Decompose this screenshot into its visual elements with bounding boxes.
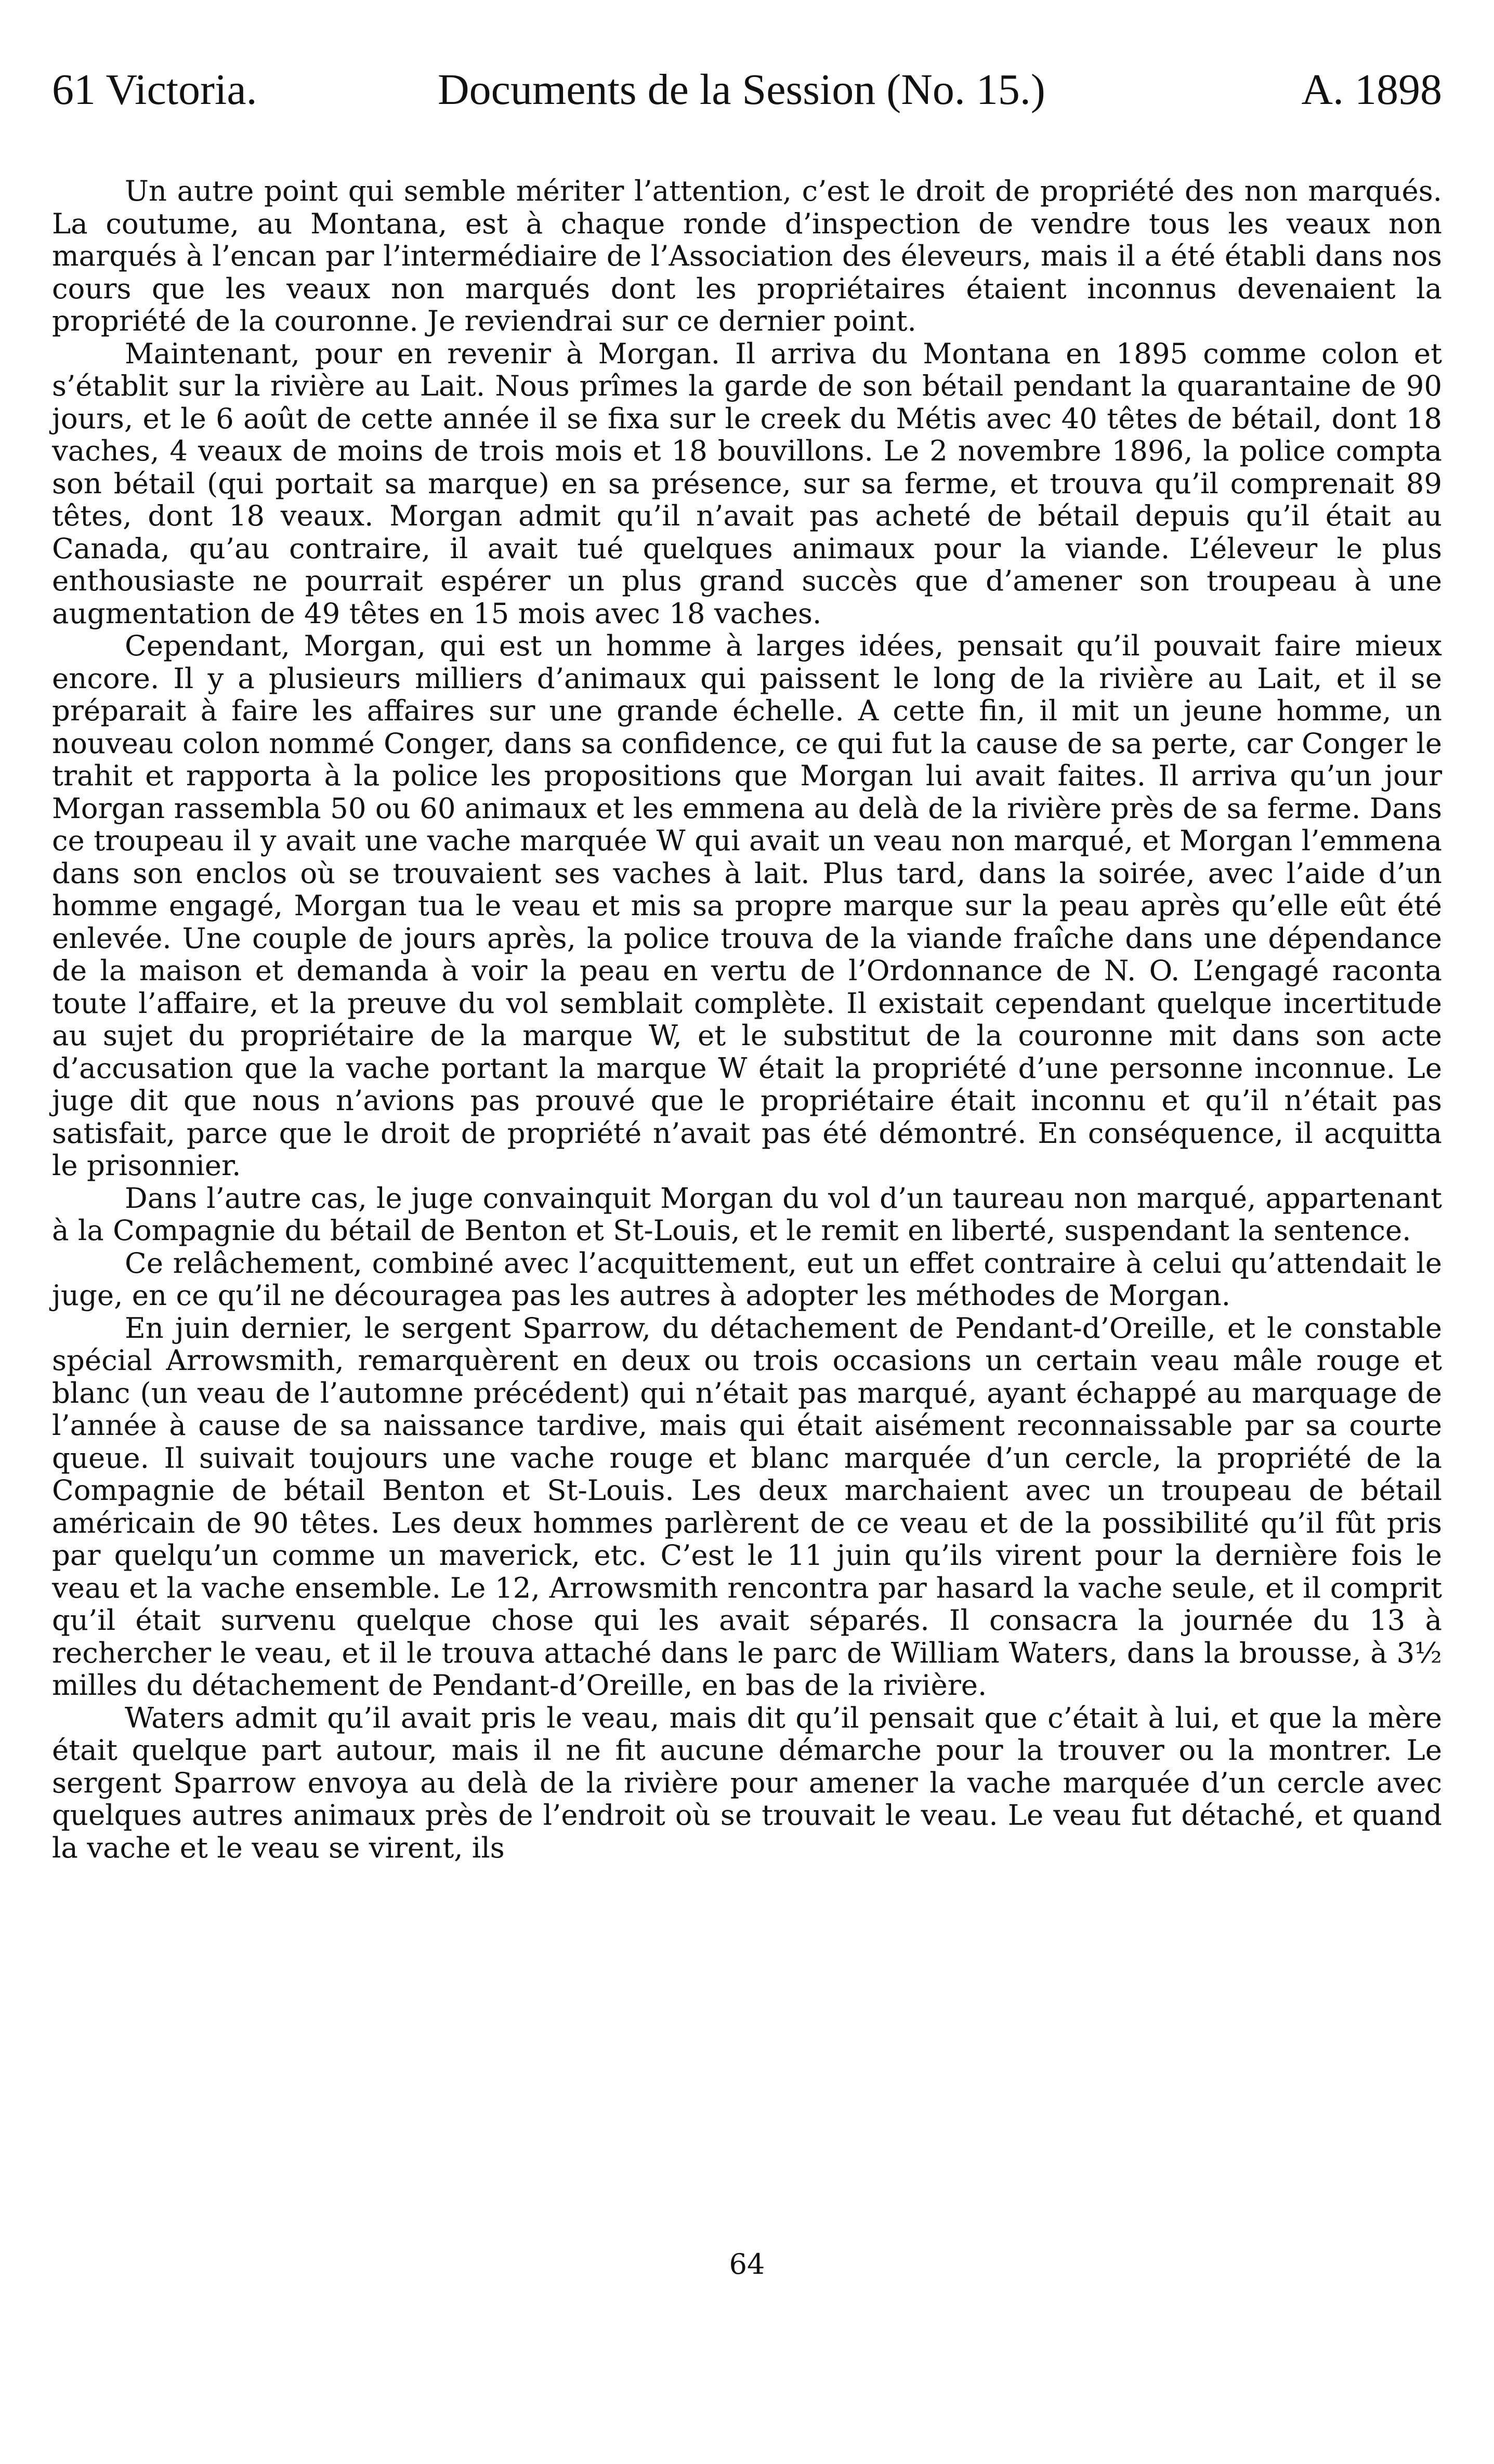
body-text xyxy=(52,175,1442,1864)
header-year: A. 1898 xyxy=(1301,65,1442,114)
paragraph-morgan-scheme: Cependant, Morgan, qui est un homme à larges idées, pensait qu’il pouvait faire mieux encore. Il y a plusieurs milliers d’animaux qui paissent le long de la rivière au Lait, et il se préparait à faire les affaires sur une grande échelle. A cette fin, il mit un jeune homme, un nouveau colon nommé Conger, dans sa confidence, ce qui fut la cause de sa perte, car Conger le trahit et rapporta à la police les propositions que Morgan lui avait faites. Il arriva qu’un jour Morgan rassembla 50 ou 60 animaux et les emmena au delà de la rivière près de sa ferme. Dans ce troupeau il y avait une vache marquée W qui avait un veau non marqué, et Morgan l’emmena dans son enclos où se trouvaient ses vaches à lait. Plus tard, dans la soirée, avec l’aide d’un homme engagé, Morgan tua le veau et mis sa propre marque sur la peau après qu’elle eût été enlevée. Une couple de jours après, la police trouva de la viande fraîche dans une dépendance de la maison et demanda à voir la peau en vertu de l’Ordonnance de N. O. L’engagé raconta toute l’affaire, et la preuve du vol semblait complète. Il existait cependant quelque incertitude au sujet du propriétaire de la marque W, et le substitut de la couronne mit dans son acte d’accusation que la vache portant la marque W était la propriété d’une personne inconnue. Le juge dit que nous n’avions pas prouvé que le propriétaire était inconnu et qu’il n’était pas satisfait, parce que le droit de propriété n’avait pas été démontré. En conséquence, il acquitta le prisonnier. xyxy=(52,629,1442,1182)
paragraph-sparrow-calf: En juin dernier, le sergent Sparrow, du détachement de Pendant-d’Oreille, et le constable spécial Arrowsmith, remarquèrent en deux ou trois occasions un certain veau mâle rouge et blanc (un veau de l’automne précédent) qui n’était pas marqué, ayant échappé au marquage de l’année à cause de sa naissance tardive, mais qui était aisément reconnaissable par sa courte queue. Il suivait toujours une vache rouge et blanc marquée d’un cercle, la propriété de la Compagnie de bétail Benton et St-Louis. Les deux marchaient avec un troupeau de bétail américain de 90 têtes. Les deux hommes parlèrent de ce veau et de la possibilité qu’il fût pris par quelqu’un comme un maverick, etc. C’est le 11 juin qu’ils virent pour la dernière fois le veau et la vache ensemble. Le 12, Arrowsmith rencontra par hasard la vache seule, et il comprit qu’il était survenu quelque chose qui les avait séparés. Il consacra la journée du 13 à rechercher le veau, et il le trouva attaché dans le parc de William Waters, dans la brousse, à 3½ milles du détachement de Pendant-d’Oreille, en bas de la rivière. xyxy=(52,1311,1442,1702)
paragraph-morgan-arrival: Maintenant, pour en revenir à Morgan. Il arriva du Montana en 1895 comme colon et s’établit sur la rivière au Lait. Nous prîmes la garde de son bétail pendant la quarantaine de 90 jours, et le 6 août de cette année il se fixa sur le creek du Métis avec 40 têtes de bétail, dont 18 vaches, 4 veaux de moins de trois mois et 18 bouvillons. Le 2 novembre 1896, la police compta son bétail (qui portait sa marque) en sa présence, sur sa ferme, et trouva qu’il comprenait 89 têtes, dont 18 veaux. Morgan admit qu’il n’avait pas acheté de bétail depuis qu’il était au Canada, qu’au contraire, il avait tué quelques animaux pour la viande. L’éleveur le plus enthousiaste ne pourrait espérer un plus grand succès que d’amener son troupeau à une augmentation de 49 têtes en 15 mois avec 18 vaches. xyxy=(52,336,1442,630)
page-number: 64 xyxy=(729,2248,765,2281)
header-title: Documents de la Session (No. 15.) xyxy=(438,65,1045,114)
paragraph-waters: Waters admit qu’il avait pris le veau, mais dit qu’il pensait que c’était à lui, et que la mère était quelque part autour, mais il ne fit aucune démarche pour la trouver ou la montrer. Le sergent Sparrow envoya au delà de la rivière pour amener la vache marquée d’un cercle avec quelques autres animaux près de l’endroit où se trouvait le veau. Le veau fut détaché, et quand la vache et le veau se virent, ils xyxy=(52,1701,1442,1864)
paragraph-leniency: Ce relâchement, combiné avec l’acquittement, eut un effet contraire à celui qu’attendait le juge, en ce qu’il ne découragea pas les autres à adopter les méthodes de Morgan. xyxy=(52,1246,1442,1312)
paragraph-unmarked-ownership: Un autre point qui semble mériter l’attention, c’est le droit de propriété des non marqués. La coutume, au Montana, est à chaque ronde d’inspection de vendre tous les veaux non marqués à l’encan par l’intermédiaire de l’Association des éleveurs, mais il a été établi dans nos cours que les veaux non marqués dont les propriétaires étaient inconnus devenaient la propriété de la couronne. Je reviendrai sur ce dernier point. xyxy=(52,174,1442,337)
header-volume: 61 Victoria. xyxy=(52,65,257,114)
paragraph-other-case: Dans l’autre cas, le juge convainquit Morgan du vol d’un taureau non marqué, appartenant à la Compagnie du bétail de Benton et St-Louis, et le remit en liberté, suspendant la sentence. xyxy=(52,1181,1442,1247)
running-header xyxy=(52,61,1442,118)
